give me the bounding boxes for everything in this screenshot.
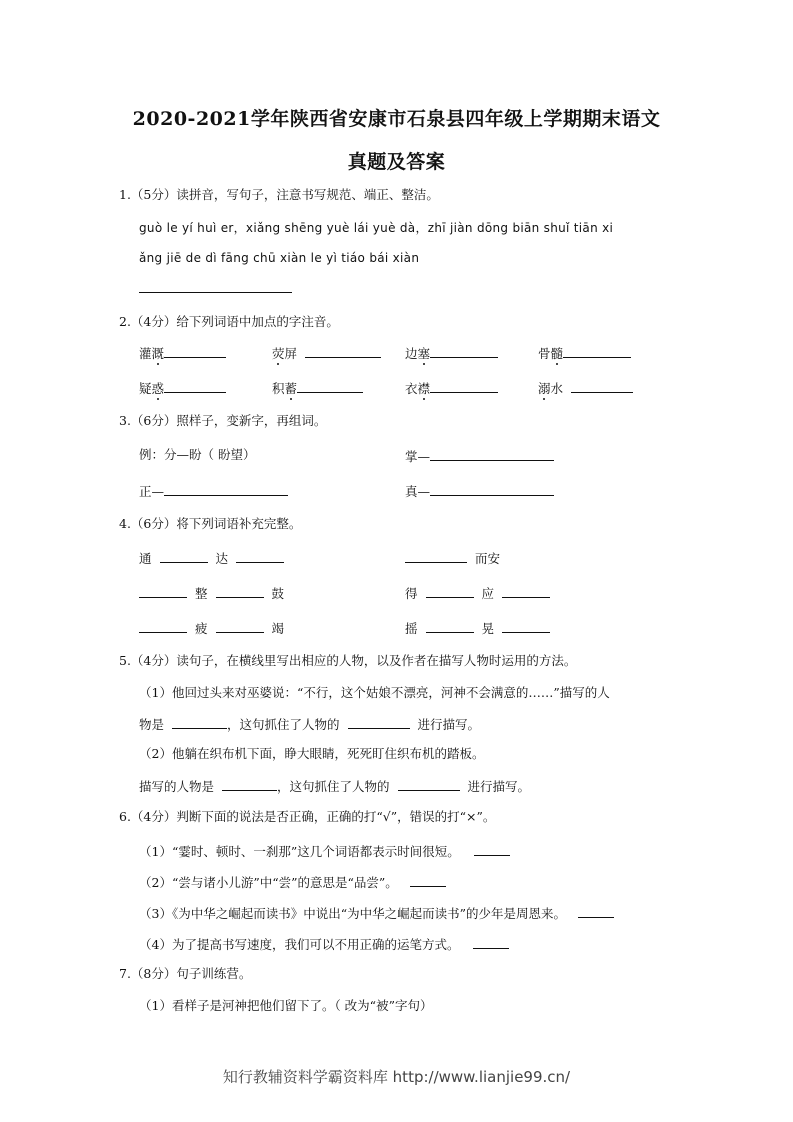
idiom-item: 而安 bbox=[405, 548, 500, 568]
question-4-stem: 4.（6分）将下列词语补充完整。 bbox=[119, 516, 302, 531]
idiom-item: 摇 晃 bbox=[405, 618, 550, 638]
question-3-item: 掌— bbox=[405, 446, 554, 466]
answer-blank[interactable] bbox=[164, 481, 288, 496]
question-5-sentence-1-fill: 物是 ，这句抓住了人物的 进行描写。 bbox=[139, 714, 480, 734]
answer-blank[interactable] bbox=[430, 343, 498, 358]
footer-watermark: 知行教辅资料学霸资料库 http://www.lianjie99.cn/ bbox=[222, 1068, 571, 1086]
idiom-item: 得 应 bbox=[405, 583, 550, 603]
idiom-item: 通 达 bbox=[139, 548, 284, 568]
word-item: 衣襟 bbox=[405, 378, 498, 398]
word-item: 边塞 bbox=[405, 343, 498, 363]
word-item: 积蓄 bbox=[272, 378, 363, 398]
answer-blank[interactable] bbox=[305, 343, 381, 358]
question-7-item-1: （1）看样子是河神把他们留下了。（ 改为“被”字句） bbox=[139, 998, 433, 1013]
question-3-item: 真— bbox=[405, 481, 554, 501]
judge-item: （2）“尝与诸小儿游”中“尝”的意思是“品尝”。 bbox=[139, 872, 446, 892]
question-1-answer-blank[interactable] bbox=[139, 278, 292, 298]
answer-blank[interactable] bbox=[430, 446, 554, 461]
question-5-sentence-1: （1）他回过头来对巫婆说：“不行，这个姑娘不漂亮，河神不会满意的……”描写的人 bbox=[139, 685, 610, 700]
question-3-example: 例：分—盼（ 盼望） bbox=[139, 447, 256, 462]
question-2-stem: 2.（4分）给下列词语中加点的字注音。 bbox=[119, 314, 339, 329]
word-item: 溺水 bbox=[538, 378, 633, 398]
question-7-stem: 7.（8分）句子训练营。 bbox=[119, 966, 252, 981]
judge-item: （3）《为中华之崛起而读书》中说出“为中华之崛起而读书”的少年是周恩来。 bbox=[139, 903, 614, 923]
answer-blank[interactable] bbox=[430, 481, 554, 496]
question-1-pinyin-line1: guò le yí huì er，xiǎng shēng yuè lái yuè dà，zhī jiàn dōng biān shuǐ tiān xi bbox=[139, 221, 614, 235]
idiom-item: 疲 竭 bbox=[139, 618, 284, 638]
word-item: 骨髓 bbox=[538, 343, 631, 363]
answer-blank[interactable] bbox=[430, 378, 498, 393]
question-1-stem: 1.（5分）读拼音，写句子，注意书写规范、端正、整洁。 bbox=[119, 187, 439, 202]
judge-item: （4）为了提高书写速度，我们可以不用正确的运笔方式。 bbox=[139, 934, 509, 954]
question-5-stem: 5.（4分）读句子，在横线里写出相应的人物，以及作者在描写人物时运用的方法。 bbox=[119, 653, 577, 668]
document-title: 2020-2021学年陕西省安康市石泉县四年级上学期期末语文 bbox=[132, 108, 661, 130]
question-6-stem: 6.（4分）判断下面的说法是否正确，正确的打“√”，错误的打“×”。 bbox=[119, 809, 496, 824]
word-item: 灌溉 bbox=[139, 343, 226, 363]
judge-item: （1）“霎时、顿时、一刹那”这几个词语都表示时间很短。 bbox=[139, 841, 510, 861]
answer-blank[interactable] bbox=[164, 343, 226, 358]
question-5-sentence-2-fill: 描写的人物是 ，这句抓住了人物的 进行描写。 bbox=[139, 776, 530, 796]
question-3-item: 正— bbox=[139, 481, 288, 501]
answer-blank[interactable] bbox=[571, 378, 633, 393]
answer-blank[interactable] bbox=[563, 343, 631, 358]
question-1-pinyin-line2: ǎng jiē de dì fāng chū xiàn le yì tiáo bái xiàn bbox=[139, 251, 420, 265]
word-item: 疑惑 bbox=[139, 378, 226, 398]
question-5-sentence-2: （2）他躺在织布机下面，睁大眼睛，死死盯住织布机的踏板。 bbox=[139, 746, 485, 761]
answer-blank[interactable] bbox=[297, 378, 363, 393]
word-item: 荧屏 bbox=[272, 343, 381, 363]
question-3-stem: 3.（6分）照样子，变新字，再组词。 bbox=[119, 413, 327, 428]
answer-blank[interactable] bbox=[164, 378, 226, 393]
idiom-item: 整 鼓 bbox=[139, 583, 284, 603]
document-title-line2: 真题及答案 bbox=[347, 151, 446, 173]
